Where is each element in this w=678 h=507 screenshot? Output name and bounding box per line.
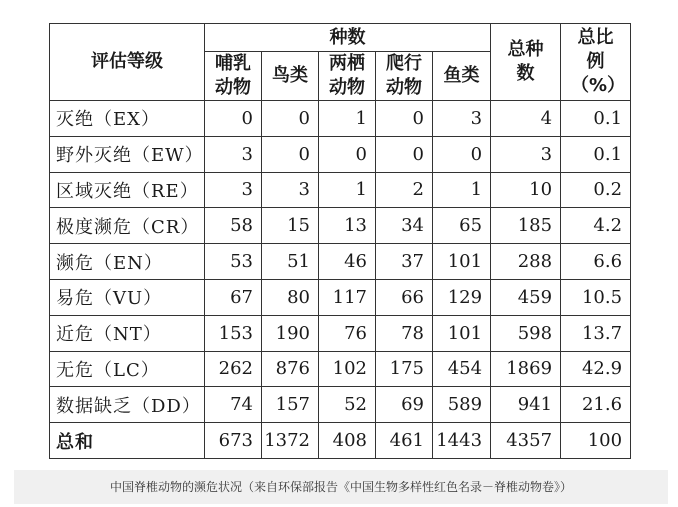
ratio-cell: 10.5 xyxy=(561,279,631,315)
species-count-cell: 15 xyxy=(262,208,319,244)
header-col-birds: 鸟类 xyxy=(262,52,319,101)
row-label: 濒危（EN） xyxy=(50,244,205,280)
species-count-cell: 78 xyxy=(376,315,433,351)
species-count-cell: 74 xyxy=(205,387,262,423)
total-cell: 1869 xyxy=(491,351,561,387)
species-count-cell: 46 xyxy=(319,244,376,280)
row-label: 数据缺乏（DD） xyxy=(50,387,205,423)
species-count-cell: 3 xyxy=(205,136,262,172)
species-count-cell: 117 xyxy=(319,279,376,315)
species-count-cell: 101 xyxy=(433,315,491,351)
ratio-cell: 13.7 xyxy=(561,315,631,351)
total-cell: 459 xyxy=(491,279,561,315)
ratio-cell: 6.6 xyxy=(561,244,631,280)
species-count-cell: 3 xyxy=(433,101,491,137)
species-count-cell: 58 xyxy=(205,208,262,244)
species-count-cell: 66 xyxy=(376,279,433,315)
species-count-cell: 67 xyxy=(205,279,262,315)
table-row xyxy=(50,315,631,351)
species-count-cell: 1372 xyxy=(262,423,319,459)
species-count-cell: 0 xyxy=(262,136,319,172)
total-cell: 185 xyxy=(491,208,561,244)
ratio-cell: 4.2 xyxy=(561,208,631,244)
table-row xyxy=(50,244,631,280)
species-status-table xyxy=(49,23,631,459)
header-grade: 评估等级 xyxy=(50,24,205,101)
species-count-cell: 461 xyxy=(376,423,433,459)
species-count-cell: 153 xyxy=(205,315,262,351)
species-count-cell: 76 xyxy=(319,315,376,351)
species-count-cell: 673 xyxy=(205,423,262,459)
species-count-cell: 34 xyxy=(376,208,433,244)
row-label: 野外灭绝（EW） xyxy=(50,136,205,172)
header-total: 总种数 xyxy=(491,24,561,101)
species-count-cell: 2 xyxy=(376,172,433,208)
table-caption: 中国脊椎动物的濒危状况（来自环保部报告《中国生物多样性红色名录－脊椎动物卷》） xyxy=(14,470,668,504)
table-row xyxy=(50,136,631,172)
row-label: 极度濒危（CR） xyxy=(50,208,205,244)
row-label: 灭绝（EX） xyxy=(50,101,205,137)
total-cell: 4 xyxy=(491,101,561,137)
table-row xyxy=(50,208,631,244)
ratio-cell: 42.9 xyxy=(561,351,631,387)
row-label: 区域灭绝（RE） xyxy=(50,172,205,208)
species-count-cell: 0 xyxy=(433,136,491,172)
species-count-cell: 1 xyxy=(433,172,491,208)
species-count-cell: 454 xyxy=(433,351,491,387)
header-col-fish: 鱼类 xyxy=(433,52,491,101)
species-count-cell: 1 xyxy=(319,101,376,137)
total-cell: 598 xyxy=(491,315,561,351)
species-count-cell: 589 xyxy=(433,387,491,423)
total-cell: 288 xyxy=(491,244,561,280)
ratio-cell: 21.6 xyxy=(561,387,631,423)
total-cell: 3 xyxy=(491,136,561,172)
header-col-amphibians: 两栖动物 xyxy=(319,52,376,101)
species-count-cell: 13 xyxy=(319,208,376,244)
ratio-cell: 100 xyxy=(561,423,631,459)
row-label: 总和 xyxy=(50,423,205,459)
table-row xyxy=(50,279,631,315)
table-row xyxy=(50,172,631,208)
table-body xyxy=(50,101,631,459)
table-row xyxy=(50,423,631,459)
species-count-cell: 69 xyxy=(376,387,433,423)
species-count-cell: 80 xyxy=(262,279,319,315)
table-row xyxy=(50,101,631,137)
species-count-cell: 0 xyxy=(376,136,433,172)
total-cell: 941 xyxy=(491,387,561,423)
total-cell: 10 xyxy=(491,172,561,208)
species-count-cell: 102 xyxy=(319,351,376,387)
species-count-cell: 175 xyxy=(376,351,433,387)
species-count-cell: 157 xyxy=(262,387,319,423)
species-count-cell: 129 xyxy=(433,279,491,315)
species-count-cell: 1 xyxy=(319,172,376,208)
row-label: 易危（VU） xyxy=(50,279,205,315)
species-count-cell: 3 xyxy=(205,172,262,208)
header-species-group: 种数 xyxy=(205,24,491,52)
species-count-cell: 408 xyxy=(319,423,376,459)
species-count-cell: 0 xyxy=(376,101,433,137)
species-count-cell: 101 xyxy=(433,244,491,280)
species-count-cell: 0 xyxy=(262,101,319,137)
total-cell: 4357 xyxy=(491,423,561,459)
ratio-cell: 0.1 xyxy=(561,136,631,172)
header-col-reptiles: 爬行动物 xyxy=(376,52,433,101)
table-row xyxy=(50,387,631,423)
ratio-cell: 0.2 xyxy=(561,172,631,208)
table-row xyxy=(50,351,631,387)
species-count-cell: 37 xyxy=(376,244,433,280)
header-ratio: 总比例（%） xyxy=(561,24,631,101)
species-count-cell: 51 xyxy=(262,244,319,280)
species-count-cell: 3 xyxy=(262,172,319,208)
species-count-cell: 65 xyxy=(433,208,491,244)
row-label: 无危（LC） xyxy=(50,351,205,387)
ratio-cell: 0.1 xyxy=(561,101,631,137)
species-count-cell: 876 xyxy=(262,351,319,387)
row-label: 近危（NT） xyxy=(50,315,205,351)
species-count-cell: 262 xyxy=(205,351,262,387)
species-count-cell: 53 xyxy=(205,244,262,280)
species-count-cell: 0 xyxy=(205,101,262,137)
header-col-mammals: 哺乳动物 xyxy=(205,52,262,101)
species-count-cell: 52 xyxy=(319,387,376,423)
species-count-cell: 1443 xyxy=(433,423,491,459)
species-count-cell: 190 xyxy=(262,315,319,351)
species-count-cell: 0 xyxy=(319,136,376,172)
